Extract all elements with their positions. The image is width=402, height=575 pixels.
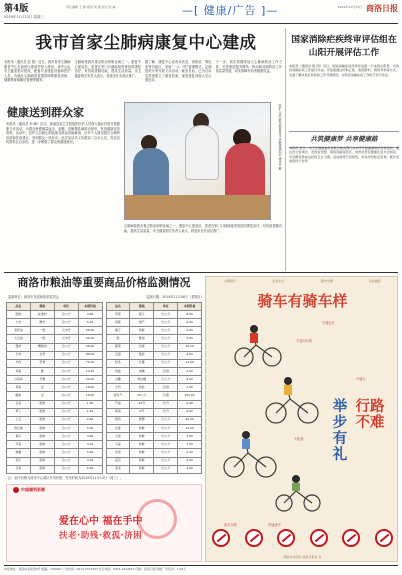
poster-footer: 商洛市文明办 商洛日报社 宣 [283,554,322,559]
price-cell: 生姜 [106,424,130,432]
price-cell: 元/公斤 [154,359,178,367]
no-phone-sign-icon [310,529,328,547]
price-cell: 牛肉 [7,351,31,359]
price-cell: 鲤鱼 [7,392,31,400]
price-cell: 元/公斤 [154,416,178,424]
price-cell: 元/公斤 [154,319,178,327]
lottery-subslogan: 扶老·助残·救孤·济困 [59,531,143,541]
price-cell: 6.80 [78,465,102,473]
lottery-ad [6,484,202,562]
price-cell: 72.00 [78,359,102,367]
price-cell: 3.80 [78,311,102,319]
price-cell: 80.00 [78,351,102,359]
section-divider [4,272,398,273]
price-row [106,319,202,327]
price-cell: 元/公斤 [54,433,78,441]
price-cell: 黄瓜 [7,433,31,441]
clinic-article-continued [124,224,282,270]
price-tables [6,302,202,474]
price-cell: 巨峰 [130,343,154,351]
lottery-slogan: 爱在心中 福在手中 [59,516,143,527]
price-row [106,311,202,319]
price-cell: 0号 [130,408,154,416]
price-cell: 元/升 [154,400,178,408]
health-article [289,146,399,270]
price-cell: 加碘 [130,367,154,375]
price-row [7,449,103,457]
lead-paragraph: 本报讯（通讯员 赵 强）近日，我市首家尘肺病康复中心在商州区建成并投入使用。该中心由市卫健委指导建设，配备专业康复设备和医护人员，为辖区尘肺病患者提供呼吸康复训练、健康教育和随访管理等服务。 [4,60,71,82]
price-cell: 新鲜 [30,441,54,449]
price-row [106,457,202,465]
price-cell: 元/公斤 [54,319,78,327]
no-bike-sign-icon [212,529,230,547]
price-cell: 元/公斤 [54,367,78,375]
no-entry-sign-icon [245,529,263,547]
price-column-header: 本期价格 [178,303,202,311]
lead-paragraph: 下一步，我市将继续加大尘肺病防治工作力度，完善康复服务网络，推动职业病防治工作高质量发展，切实保障劳动者健康权益。 [215,60,282,73]
price-column-header: 规格 [30,303,54,311]
price-cell: 元/公斤 [54,465,78,473]
clinic-body-continued: 尘肺病是我市重点防治的职业病之一。康复中心建成后，患者在家门口就能接受规范的康复治疗，有效改善肺功能，提高生活质量。市卫健委相关负责人表示，将逐步在各县区推广。 [124,224,282,233]
price-cell: 茄子 [7,457,31,465]
price-row [106,367,202,375]
poster-tag: 不逆向行驶 [296,339,312,343]
price-cell: 粉条 [106,359,130,367]
price-cell: 土豆 [7,416,31,424]
price-cell: 4.20 [78,457,102,465]
price-cell: 14.00 [178,359,202,367]
price-cell: 元/公斤 [54,416,78,424]
price-cell: 1.40 [78,408,102,416]
price-cell: 10.00 [178,343,202,351]
monitor-date: 监测日期：2019年11月08日（星期五） [146,295,204,299]
price-cell: 蒜苔 [106,457,130,465]
price-cell: 5.00 [78,424,102,432]
price-cell: 大葱 [106,433,130,441]
price-cell: 元/袋 [154,367,178,375]
price-cell: 苹果 [106,311,130,319]
price-cell: 活 [30,392,54,400]
poster-tag: 不抢道 [294,437,304,441]
price-cell: 元/公斤 [54,351,78,359]
price-row [106,351,202,359]
price-cell: 5.60 [78,449,102,457]
malaria-body: 本报讯（通讯员 程 明）近日，国家消除疟疾终审评估组一行来到山阳县，对该县消除疟疾工作进行评估。评估组通过听取汇报、查阅资料、现场考核等方式，全面了解该县疟疾防控工作开展情况，对该县消除疟疾工作给予充分肯定。 [289,64,399,77]
price-cell: 大米 [7,319,31,327]
price-cell: 新鲜 [130,465,154,473]
clinic-body: 本报讯（通讯员 李 峰）近日，商南县某卫生院组织医护人员深入辖区村组开展健康义诊活动，为群众免费测量血压、血糖，讲解慢性病防治知识，发放健康宣传资料。活动中，医护人员耐心细致地为群众答疑解惑，针对个人情况提出合理的用药和饮食建议，受到群众一致好评。此次活动共义诊群众二百余人次，发放宣传资料五百余份，进一步增强了群众的健康意识。 [6,122,120,145]
malaria-headline: 国家消除疟疾终审评估组在山阳开展评估工作 [291,35,397,58]
price-cell: 白条鸡 [7,376,31,384]
header-right-date: 2019年11月13日 [337,5,362,9]
price-cell: 2.60 [78,416,102,424]
price-row [106,384,202,392]
price-row [106,416,202,424]
traffic-signs [212,529,393,551]
price-cell: 5.60 [178,335,202,343]
price-cell: 16.00 [78,392,102,400]
price-cell: 92号 [130,400,154,408]
cyclist-illustration [214,317,334,517]
price-row [106,400,202,408]
price-cell: 6.00 [178,319,202,327]
price-cell: 元/公斤 [54,424,78,432]
price-column-header: 规格 [130,303,154,311]
price-cell: 2.50 [178,367,202,375]
issue-date: 2019年11月13日 星期三 [4,15,44,19]
price-cell: 一级 [30,335,54,343]
photo-figure [185,125,219,180]
price-cell: 65.00 [78,327,102,335]
price-cell: 元/5升 [54,335,78,343]
price-cell: 元/公斤 [154,433,178,441]
price-cell: 1.50 [178,384,202,392]
price-cell: 白菜 [7,400,31,408]
price-row [7,335,103,343]
price-cell: 2.40 [178,449,202,457]
price-row [7,424,103,432]
price-cell: 元/公斤 [154,465,178,473]
poster-top-strip [206,277,398,285]
price-cell: 105.00 [178,392,202,400]
price-cell: 元/5升 [54,327,78,335]
malaria-article [289,64,399,128]
price-row [7,376,103,384]
price-column-header: 单位 [54,303,78,311]
price-cell: 新鲜 [30,449,54,457]
price-row [7,457,103,465]
price-cell: 菜籽油 [7,327,31,335]
price-row [106,449,202,457]
price-cell: 元/袋 [154,384,178,392]
price-cell: 新鲜 [130,457,154,465]
price-monitor-meta [8,295,204,299]
price-cell: 猪肉 [106,416,130,424]
price-row [7,465,103,473]
price-cell: 袋装 [130,384,154,392]
price-cell: 面粉 [7,311,31,319]
price-cell: 橘子 [106,327,130,335]
price-cell: 国产 [130,319,154,327]
price-cell: 8.00 [178,311,202,319]
price-row [7,311,103,319]
price-cell: 新鲜 [30,416,54,424]
clinic-headline: 健康送到群众家 [7,106,84,119]
price-cell: 羊肉 [7,359,31,367]
price-cell: 汽油 [106,400,130,408]
price-cell: 元/公斤 [54,343,78,351]
lottery-logo-text: 中国福利彩票 [21,487,45,492]
price-cell: 液化气 [106,392,130,400]
price-cell: 猪肉 [7,343,31,351]
price-row [106,465,202,473]
poster-slogan-blue: 举步有礼 [332,399,348,463]
price-cell: 元/公斤 [154,424,178,432]
price-cell: 元/公斤 [54,384,78,392]
price-cell: 6.98 [178,400,202,408]
price-cell: 肥膘 [130,416,154,424]
price-row [7,408,103,416]
price-cell: 6.62 [178,408,202,416]
section-title: —[ 健康/广告 ]— [182,4,279,17]
price-cell: 10.40 [78,367,102,375]
price-cell: 鸡蛋 [7,367,31,375]
column-divider [285,28,286,271]
price-cell: 元/公斤 [154,327,178,335]
poster-top-item: 安全出行 [272,278,285,283]
price-cell: 新鲜 [30,433,54,441]
lead-headline: 我市首家尘肺病康复中心建成 [35,33,257,52]
price-row [7,367,103,375]
page-number: 第4版 [4,4,29,14]
poster-slogan-red: 行路不难 [355,399,385,431]
no-passenger-sign-icon [277,529,295,547]
price-row [106,376,202,384]
price-cell: 散装 [130,351,154,359]
price-cell: 带骨 [30,359,54,367]
price-cell: 元/公斤 [54,441,78,449]
price-row [7,400,103,408]
price-row [106,441,202,449]
heart-ribbon-icon [137,499,177,539]
lead-paragraph: 尘肺病是我市重点防治的职业病之一。康复中心建成后，患者在家门口就能接受规范的康复治疗，有效改善肺功能，提高生活质量。市卫健委相关负责人表示，将逐步在各县区推广。 [74,60,141,78]
clinic-photo [124,102,271,220]
newspaper-logo: 商洛日报 [366,3,398,13]
price-cell: 5.00 [178,327,202,335]
price-cell: 红薯 [130,359,154,367]
price-cell: 元/公斤 [54,376,78,384]
price-cell: 新鲜 [130,327,154,335]
price-cell: 西红柿 [7,424,31,432]
price-note: 注：表中价格为我市中心城区平均价格，发布时间为2019年11月13日（周三）。 [8,476,124,480]
health-body: 本报讯 近日，市卫生健康委员会联合相关部门在市区开展健康知识宣传活动，通过设立咨询台、发放宣传册、现场答疑等形式，向市民普及健康生活方式知识，引导群众养成良好的卫生习惯。活动现场气氛热烈，市民纷纷驻足咨询，累计发放资料千余份。 [289,146,399,164]
price-cell: 元/公斤 [154,343,178,351]
price-cell: 食盐 [106,367,130,375]
price-row [7,416,103,424]
price-cell: 元/公斤 [54,408,78,416]
price-cell: 4.80 [178,465,202,473]
no-parking-sign-icon [375,529,393,547]
price-cell: 酥梨 [130,335,154,343]
price-cell: 元/公斤 [54,359,78,367]
bike-safety-poster [205,276,398,562]
price-cell: 新鲜 [130,424,154,432]
editor-credits: 责任编辑 王 婷 视觉 刘 强 校对 张 敏 [66,5,116,9]
price-row [106,359,202,367]
lottery-logo-icon [13,487,19,493]
no-overtake-sign-icon [342,529,360,547]
price-column-header: 本期价格 [78,303,102,311]
price-cell: 香蕉 [106,319,130,327]
monitor-unit: 监测单位：商洛市发展和改革委员会 [8,295,59,299]
photo-table [125,195,271,220]
price-cell: 元/公斤 [54,457,78,465]
price-row [7,327,103,335]
price-cell: 韭菜 [106,465,130,473]
price-cell: 活 [30,384,54,392]
price-cell: 新鲜 [30,465,54,473]
price-cell: 葡萄 [106,343,130,351]
price-row [7,392,103,400]
poster-top-item: 遵守交规 [320,278,333,283]
poster-tag: 靠右行驶 [224,523,237,527]
price-cell: 元/公斤 [54,400,78,408]
price-cell: 粳米 [30,319,54,327]
poster-title: 骑车有骑车样 [257,292,348,310]
price-cell: 新鲜 [130,433,154,441]
price-row [7,351,103,359]
lead-article-columns [4,60,282,96]
price-cell: 新鲜 [130,441,154,449]
price-cell: 元/公斤 [154,376,178,384]
price-row [7,359,103,367]
photo-caption: 医护人员为群众测量血压 讲解健康知识 通讯员 摄 [278,104,282,170]
price-cell: 标准粉 [30,311,54,319]
price-row [106,408,202,416]
poster-tag: 不闯红灯 [322,321,335,325]
price-cell: 辣椒 [7,449,31,457]
price-cell: 洋葱 [106,449,130,457]
price-cell: 元/公斤 [154,457,178,465]
poster-top-item: 文明骑行 [224,278,237,283]
price-cell: 鲜 [30,367,54,375]
price-cell: 3.00 [178,433,202,441]
price-cell: 元/公斤 [54,311,78,319]
price-cell: 元/公斤 [154,311,178,319]
price-cell: 12.00 [178,424,202,432]
price-column-header: 单位 [154,303,178,311]
price-cell: 一级 [30,327,54,335]
price-row [7,441,103,449]
price-cell: 元/公斤 [54,449,78,457]
price-cell: 4.60 [78,433,102,441]
price-cell: 大蒜 [106,441,130,449]
price-cell: 52.00 [78,335,102,343]
price-cell: 9.00 [178,457,202,465]
price-cell: 7.00 [178,441,202,449]
price-table-left [6,302,103,474]
price-cell: 豆腐 [106,351,130,359]
price-row [7,343,103,351]
price-cell: 15公斤 [130,392,154,400]
masthead [4,2,398,24]
price-row [106,392,202,400]
photo-figure [225,143,265,203]
price-monitor-title: 商洛市粮油等重要商品价格监测情况 [17,276,191,289]
price-cell: 56.00 [78,343,102,351]
price-cell: 草鱼 [7,384,31,392]
poster-tag: 车速适中 [268,523,281,527]
price-row [106,424,202,432]
price-cell: 富士 [130,311,154,319]
price-column-header: 品名 [7,303,31,311]
price-cell: 新鲜 [30,424,54,432]
page-footer: 本报地址：商洛市北新街6号 邮编：726000 广告热线：0914-2313333 发行热线：0914-2312812 印刷：商洛日报印刷厂 零售价：1.00元 [4,565,398,572]
price-row [106,327,202,335]
price-column-header: 品名 [106,303,130,311]
price-cell: 元/升 [154,408,178,416]
price-row [7,319,103,327]
price-cell: 1.60 [78,400,102,408]
price-cell: 精瘦肉 [30,343,54,351]
price-cell: 新鲜 [30,457,54,465]
price-cell: 牛奶 [106,384,130,392]
poster-top-item: 从我做起 [368,278,381,283]
price-cell: 元/公斤 [154,351,178,359]
price-cell: 40.00 [178,416,202,424]
price-table-right [106,302,203,474]
price-cell: 新鲜 [30,408,54,416]
price-cell: 去骨 [30,351,54,359]
price-cell: 芹菜 [7,441,31,449]
price-cell: 绵白糖 [130,376,154,384]
price-cell: 5.20 [78,319,102,327]
price-cell: 豆角 [7,465,31,473]
price-row [106,433,202,441]
price-row [7,384,103,392]
price-cell: 9.00 [178,376,202,384]
price-cell: 元/公斤 [154,441,178,449]
price-cell: 22.00 [78,376,102,384]
poster-tag: 不载人 [356,377,366,381]
clinic-article [6,122,120,270]
price-row [106,343,202,351]
price-cell: 梨 [106,335,130,343]
price-cell: 白糖 [106,376,130,384]
price-cell: 新鲜 [130,449,154,457]
price-cell: 18.00 [78,384,102,392]
price-cell: 元/瓶 [154,392,178,400]
price-cell: 柴油 [106,408,130,416]
health-banner: 共筑健康梦 共享健康路 [289,131,399,148]
price-row [106,335,202,343]
price-cell: 萝卜 [7,408,31,416]
price-cell: 新鲜 [30,400,54,408]
price-cell: 大豆油 [7,335,31,343]
price-cell: 元/公斤 [154,335,178,343]
price-row [7,433,103,441]
price-cell: 3.20 [78,441,102,449]
price-cell: 元/公斤 [54,392,78,400]
lead-paragraph: 据了解，康复中心设有评估室、训练室、雾化室等功能区，采取“一人一档”管理模式，定期组织专家开展义诊活动。截至目前，已为百余名患者建立了康复档案，接受康复训练人员反馈良好。 [145,60,212,82]
price-cell: 开膛 [30,376,54,384]
price-cell: 元/公斤 [154,449,178,457]
price-cell: 4.00 [178,351,202,359]
